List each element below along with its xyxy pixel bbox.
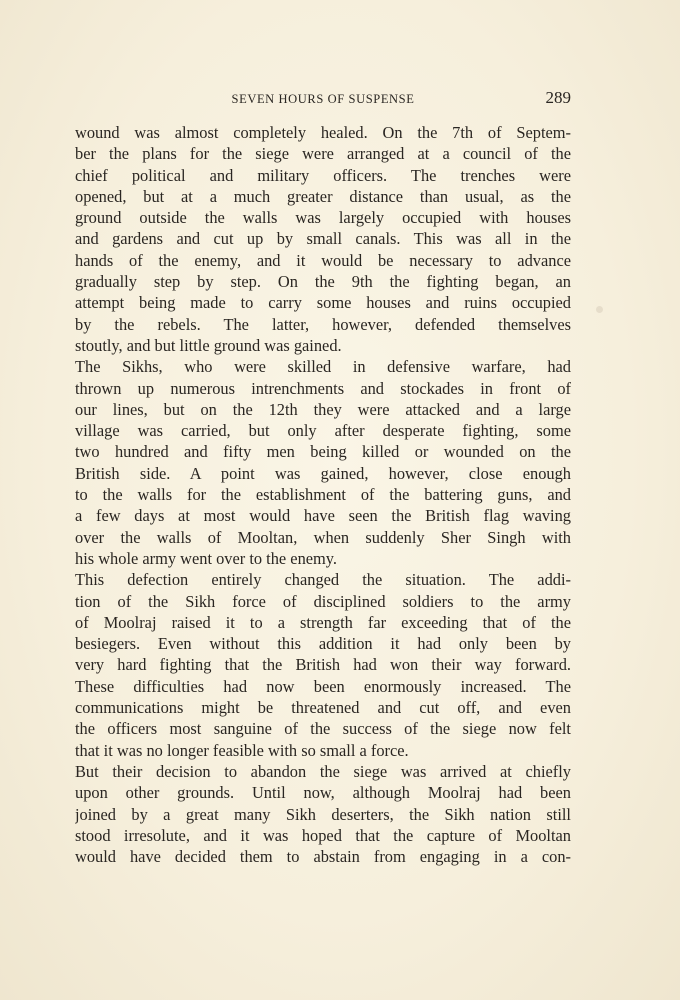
text-line: by the rebels. The latter, however, defended themselves	[75, 314, 571, 334]
text-line: ber the plans for the siege were arranged at a council of the	[75, 144, 571, 164]
text-line: village was carried, but only after desperate fighting, some	[75, 421, 571, 441]
body-text	[75, 122, 571, 867]
text-line: But their decision to abandon the siege was arrived at chiefly	[75, 761, 571, 781]
text-line: tion of the Sikh force of disciplined soldiers to the army	[75, 591, 571, 611]
text-line: two hundred and fifty men being killed or wounded on the	[75, 442, 571, 462]
text-line: chief political and military officers. The trenches were	[75, 165, 571, 185]
text-line: thrown up numerous intrenchments and stockades in front of	[75, 378, 571, 398]
text-line: stoutly, and but little ground was gained.	[75, 335, 342, 355]
running-title: SEVEN HOURS OF SUSPENSE	[231, 92, 415, 106]
text-line: stood irresolute, and it was hoped that the capture of Mooltan	[75, 825, 571, 845]
text-line: and gardens and cut up by small canals. This was all in the	[75, 229, 571, 249]
text-line: The Sikhs, who were skilled in defensive warfare, had	[75, 357, 571, 377]
text-line: attempt being made to carry some houses and ruins occupied	[75, 293, 571, 313]
text-line: his whole army went over to the enemy.	[75, 548, 338, 568]
running-head	[75, 90, 571, 110]
text-line: upon other grounds. Until now, although Moolraj had been	[75, 783, 571, 803]
text-line: wound was almost completely healed. On the 7th of Septem-	[75, 123, 571, 142]
text-line: a few days at most would have seen the British flag waving	[75, 506, 571, 526]
page-number: 289	[545, 88, 571, 107]
text-line: hands of the enemy, and it would be necessary to advance	[75, 250, 571, 270]
text-line: joined by a great many Sikh deserters, the Sikh nation still	[75, 804, 571, 824]
text-line: the officers most sanguine of the success of the siege now felt	[75, 719, 571, 739]
text-line: gradually step by step. On the 9th the fighting began, an	[75, 272, 571, 292]
text-line: communications might be threatened and cut off, and even	[75, 698, 571, 718]
text-line: that it was no longer feasible with so small a force.	[75, 740, 409, 760]
text-line: over the walls of Mooltan, when suddenly Sher Singh with	[75, 527, 571, 547]
text-line: to the walls for the establishment of the battering guns, and	[75, 485, 571, 505]
text-line: British side. A point was gained, however, close enough	[75, 463, 571, 483]
text-line: This defection entirely changed the situation. The addi-	[75, 570, 571, 590]
text-line: would have decided them to abstain from engaging in a con-	[75, 847, 571, 867]
text-line: besiegers. Even without this addition it had only been by	[75, 634, 571, 654]
text-line: of Moolraj raised it to a strength far exceeding that of the	[75, 612, 571, 632]
text-line: ground outside the walls was largely occupied with houses	[75, 208, 571, 228]
text-line: opened, but at a much greater distance than usual, as the	[75, 186, 571, 206]
text-line: These difficulties had now been enormously increased. The	[75, 676, 571, 696]
text-line: very hard fighting that the British had won their way forward.	[75, 655, 571, 675]
text-line: our lines, but on the 12th they were attacked and a large	[75, 399, 571, 419]
paper-blemish	[596, 306, 603, 313]
